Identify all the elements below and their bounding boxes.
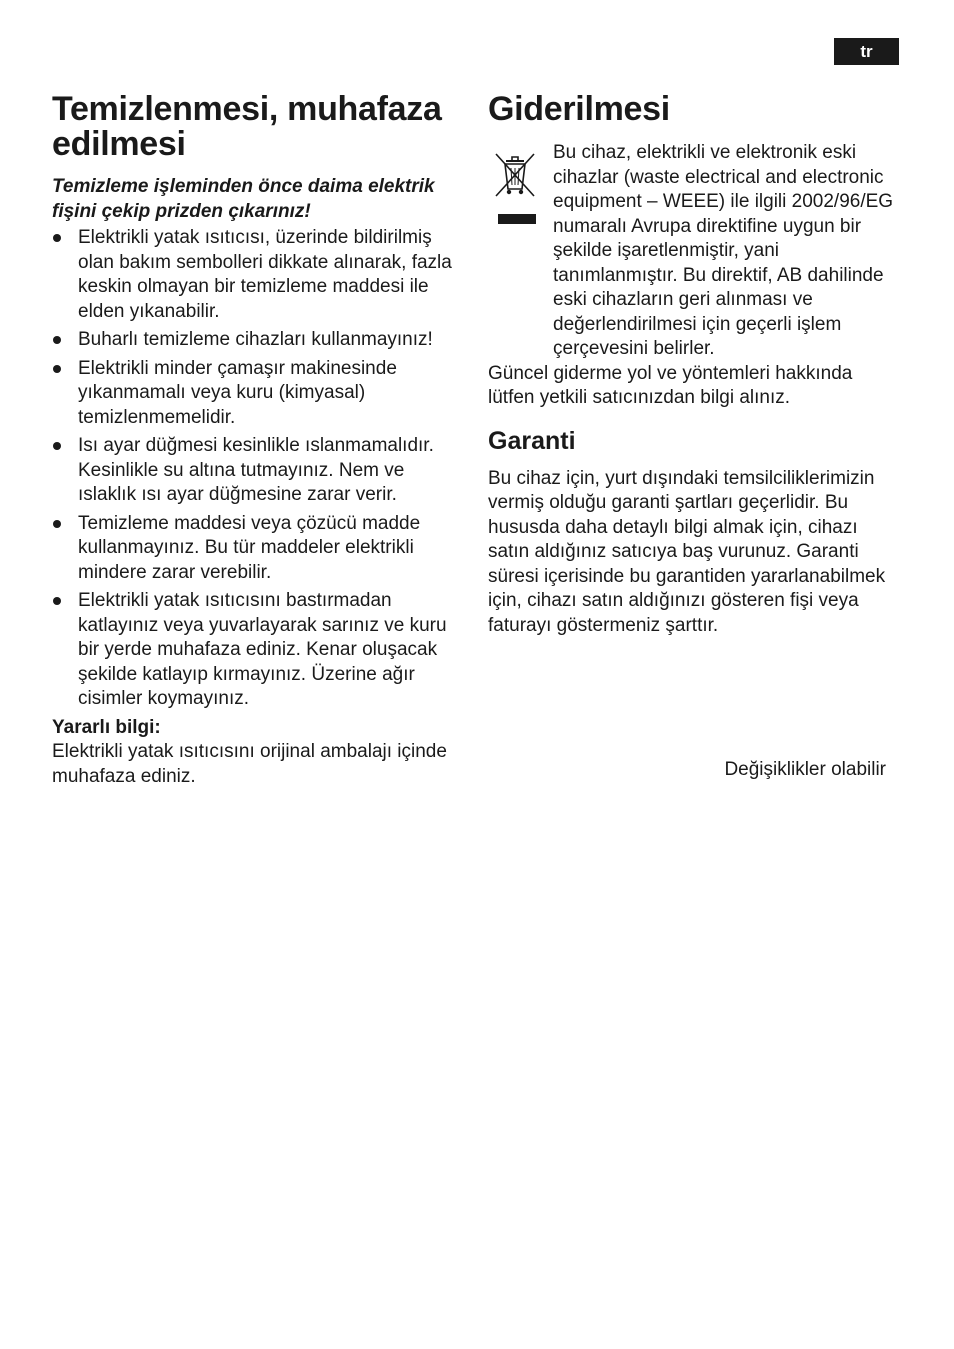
language-tab: tr [834, 38, 899, 65]
disposal-title: Giderilmesi [488, 90, 670, 128]
list-item: Elektrikli minder çamaşır makinesinde yıkanmamalı veya kuru (kimyasal) temizlenmemelidir. [52, 357, 462, 431]
list-item: Elektrikli yatak ısıtıcısı, üzerinde bildirilmiş olan bakım sembolleri dikkate alınarak, fazla keskin olmayan bir temizleme maddesi ile elden yıkanabilir. [52, 226, 462, 324]
disposal-section [488, 92, 898, 638]
disposal-note: Güncel giderme yol ve yöntemleri hakkında lütfen yetkili satıcınızdan bilgi alınız. [488, 362, 853, 408]
list-item: Elektrikli yatak ısıtıcısını bastırmadan katlayınız veya yuvarlayarak sarınız ve kuru bir yerde muhafaza ediniz. Kenar oluşacak şekilde katlayıp kırmayınız. Üzerine ağır cisimler koymayınız. [52, 589, 462, 712]
tip-text: Elektrikli yatak ısıtıcısını orijinal ambalajı içinde muhafaza ediniz. [52, 741, 447, 787]
crossed-out-wheelie-bin-icon [490, 141, 540, 362]
cleaning-bullet-list [52, 226, 462, 712]
list-item: Temizleme maddesi veya çözücü madde kullanmayınız. Bu tür maddeler elektrikli mindere zarar verebilir. [52, 512, 462, 586]
cleaning-section [52, 92, 462, 789]
cleaning-title: Temizlenmesi, muhafaza edilmesi [52, 90, 442, 163]
tip-heading: Yararlı bilgi: [52, 716, 161, 738]
weee-text: Bu cihaz, elektrikli ve elektronik eski cihazlar (waste electrical and electronic equipment – WEEE) ile ilgili 2002/96/EG numaralı Avrupa direktifine uygun bir şekilde işaretlenmiştir, yani tanımlanmıştır. Bu direktif, AB dahilinde eski cihazların geri alınması ve değerlendirilmesi için geçerli işlem çerçevesini belirler. [553, 142, 894, 359]
warranty-title: Garanti [488, 426, 576, 455]
cleaning-warning: Temizleme işleminden önce daima elektrik fişini çekip prizden çıkarınız! [52, 176, 435, 222]
footer-note: Değişiklikler olabilir [724, 759, 886, 780]
warranty-text: Bu cihaz için, yurt dışındaki temsilciliklerimizin vermiş olduğu garanti şartları geçerlidir. Bu hususda daha detaylı bilgi almak için, cihazı satın aldığınız satıcıya baş vurunuz. Garanti süresi içerisinde bu garantiden yararlanabilmek için, cihazı satın aldığınızı gösteren fişi veya faturayı göstermeniz şarttır. [488, 467, 886, 636]
list-item: Isı ayar düğmesi kesinlikle ıslanmamalıdır. Kesinlikle su altına tutmayınız. Nem ve ıslaklık ısı ayar düğmesine zarar verir. [52, 434, 462, 508]
list-item: Buharlı temizleme cihazları kullanmayınız! [52, 328, 462, 353]
weee-bar [498, 214, 536, 224]
weee-block [488, 141, 898, 362]
